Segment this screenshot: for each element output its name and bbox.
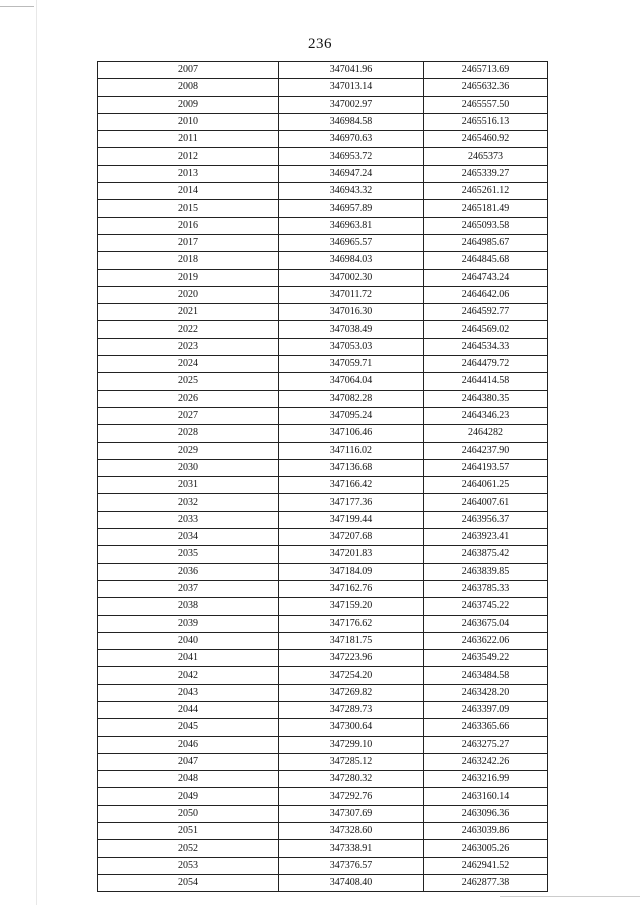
y-coordinate-cell: 2464642.06	[424, 286, 548, 303]
x-coordinate-cell: 346984.58	[279, 113, 424, 130]
point-id-cell: 2008	[98, 79, 279, 96]
table-row	[98, 546, 548, 563]
table-row	[98, 511, 548, 528]
y-coordinate-cell: 2465632.36	[424, 79, 548, 96]
y-coordinate-cell: 2463745.22	[424, 598, 548, 615]
y-coordinate-cell: 2465093.58	[424, 217, 548, 234]
y-coordinate-cell: 2463397.09	[424, 701, 548, 718]
x-coordinate-cell: 347176.62	[279, 615, 424, 632]
point-id-cell: 2014	[98, 183, 279, 200]
y-coordinate-cell: 2463549.22	[424, 650, 548, 667]
y-coordinate-cell: 2465373	[424, 148, 548, 165]
point-id-cell: 2047	[98, 753, 279, 770]
table-row	[98, 805, 548, 822]
x-coordinate-cell: 346963.81	[279, 217, 424, 234]
y-coordinate-cell: 2462877.38	[424, 874, 548, 891]
y-coordinate-cell: 2463484.58	[424, 667, 548, 684]
x-coordinate-cell: 347106.46	[279, 425, 424, 442]
point-id-cell: 2025	[98, 373, 279, 390]
point-id-cell: 2040	[98, 632, 279, 649]
table-row	[98, 321, 548, 338]
x-coordinate-cell: 347280.32	[279, 771, 424, 788]
table-row	[98, 684, 548, 701]
point-id-cell: 2007	[98, 62, 279, 79]
point-id-cell: 2030	[98, 459, 279, 476]
y-coordinate-cell: 2464414.58	[424, 373, 548, 390]
point-id-cell: 2054	[98, 874, 279, 891]
table-row	[98, 753, 548, 770]
x-coordinate-cell: 347307.69	[279, 805, 424, 822]
table-row	[98, 840, 548, 857]
point-id-cell: 2017	[98, 234, 279, 251]
y-coordinate-cell: 2464845.68	[424, 252, 548, 269]
table-row	[98, 217, 548, 234]
y-coordinate-cell: 2463875.42	[424, 546, 548, 563]
table-row	[98, 286, 548, 303]
point-id-cell: 2031	[98, 477, 279, 494]
point-id-cell: 2010	[98, 113, 279, 130]
table-row	[98, 148, 548, 165]
point-id-cell: 2016	[98, 217, 279, 234]
scan-margin	[0, 0, 37, 905]
x-coordinate-cell: 347199.44	[279, 511, 424, 528]
point-id-cell: 2044	[98, 701, 279, 718]
table-row	[98, 165, 548, 182]
table-row	[98, 338, 548, 355]
y-coordinate-cell: 2464743.24	[424, 269, 548, 286]
coordinate-table-body	[98, 62, 548, 892]
point-id-cell: 2026	[98, 390, 279, 407]
table-row	[98, 356, 548, 373]
table-row	[98, 736, 548, 753]
page-number: 236	[308, 36, 332, 52]
point-id-cell: 2012	[98, 148, 279, 165]
point-id-cell: 2027	[98, 407, 279, 424]
y-coordinate-cell: 2463923.41	[424, 529, 548, 546]
x-coordinate-cell: 347328.60	[279, 823, 424, 840]
table-row	[98, 200, 548, 217]
scan-artifact-line	[0, 6, 34, 7]
y-coordinate-cell: 2463005.26	[424, 840, 548, 857]
y-coordinate-cell: 2463275.27	[424, 736, 548, 753]
table-row	[98, 252, 548, 269]
y-coordinate-cell: 2464592.77	[424, 304, 548, 321]
table-row	[98, 183, 548, 200]
point-id-cell: 2038	[98, 598, 279, 615]
x-coordinate-cell: 347181.75	[279, 632, 424, 649]
y-coordinate-cell: 2463839.85	[424, 563, 548, 580]
x-coordinate-cell: 347299.10	[279, 736, 424, 753]
point-id-cell: 2050	[98, 805, 279, 822]
table-row	[98, 234, 548, 251]
y-coordinate-cell: 2463428.20	[424, 684, 548, 701]
point-id-cell: 2042	[98, 667, 279, 684]
x-coordinate-cell: 346953.72	[279, 148, 424, 165]
y-coordinate-cell: 2464007.61	[424, 494, 548, 511]
x-coordinate-cell: 347285.12	[279, 753, 424, 770]
point-id-cell: 2013	[98, 165, 279, 182]
y-coordinate-cell: 2465516.13	[424, 113, 548, 130]
y-coordinate-cell: 2463365.66	[424, 719, 548, 736]
y-coordinate-cell: 2464346.23	[424, 407, 548, 424]
x-coordinate-cell: 347059.71	[279, 356, 424, 373]
table-row	[98, 598, 548, 615]
point-id-cell: 2033	[98, 511, 279, 528]
table-row	[98, 857, 548, 874]
point-id-cell: 2045	[98, 719, 279, 736]
x-coordinate-cell: 347041.96	[279, 62, 424, 79]
coordinate-table	[97, 61, 548, 892]
table-row	[98, 425, 548, 442]
point-id-cell: 2015	[98, 200, 279, 217]
point-id-cell: 2048	[98, 771, 279, 788]
point-id-cell: 2035	[98, 546, 279, 563]
y-coordinate-cell: 2464479.72	[424, 356, 548, 373]
point-id-cell: 2041	[98, 650, 279, 667]
table-row	[98, 615, 548, 632]
table-row	[98, 529, 548, 546]
table-row	[98, 563, 548, 580]
table-row	[98, 719, 548, 736]
x-coordinate-cell: 347223.96	[279, 650, 424, 667]
x-coordinate-cell: 347289.73	[279, 701, 424, 718]
point-id-cell: 2037	[98, 580, 279, 597]
x-coordinate-cell: 347002.97	[279, 96, 424, 113]
y-coordinate-cell: 2465261.12	[424, 183, 548, 200]
x-coordinate-cell: 347338.91	[279, 840, 424, 857]
y-coordinate-cell: 2464985.67	[424, 234, 548, 251]
x-coordinate-cell: 346957.89	[279, 200, 424, 217]
point-id-cell: 2018	[98, 252, 279, 269]
table-row	[98, 390, 548, 407]
table-row	[98, 459, 548, 476]
table-row	[98, 701, 548, 718]
point-id-cell: 2022	[98, 321, 279, 338]
y-coordinate-cell: 2464282	[424, 425, 548, 442]
y-coordinate-cell: 2464193.57	[424, 459, 548, 476]
table-row	[98, 96, 548, 113]
x-coordinate-cell: 347162.76	[279, 580, 424, 597]
x-coordinate-cell: 347292.76	[279, 788, 424, 805]
point-id-cell: 2049	[98, 788, 279, 805]
point-id-cell: 2034	[98, 529, 279, 546]
table-row	[98, 823, 548, 840]
y-coordinate-cell: 2463096.36	[424, 805, 548, 822]
x-coordinate-cell: 347254.20	[279, 667, 424, 684]
y-coordinate-cell: 2464534.33	[424, 338, 548, 355]
point-id-cell: 2009	[98, 96, 279, 113]
x-coordinate-cell: 347166.42	[279, 477, 424, 494]
x-coordinate-cell: 346984.03	[279, 252, 424, 269]
x-coordinate-cell: 347136.68	[279, 459, 424, 476]
point-id-cell: 2036	[98, 563, 279, 580]
y-coordinate-cell: 2463216.99	[424, 771, 548, 788]
y-coordinate-cell: 2463675.04	[424, 615, 548, 632]
table-row	[98, 632, 548, 649]
x-coordinate-cell: 347013.14	[279, 79, 424, 96]
table-row	[98, 373, 548, 390]
x-coordinate-cell: 347269.82	[279, 684, 424, 701]
y-coordinate-cell: 2463622.06	[424, 632, 548, 649]
point-id-cell: 2053	[98, 857, 279, 874]
y-coordinate-cell: 2462941.52	[424, 857, 548, 874]
table-row	[98, 113, 548, 130]
x-coordinate-cell: 347064.04	[279, 373, 424, 390]
x-coordinate-cell: 347002.30	[279, 269, 424, 286]
table-row	[98, 304, 548, 321]
x-coordinate-cell: 347053.03	[279, 338, 424, 355]
table-row	[98, 79, 548, 96]
x-coordinate-cell: 347116.02	[279, 442, 424, 459]
y-coordinate-cell: 2465460.92	[424, 131, 548, 148]
table-row	[98, 442, 548, 459]
y-coordinate-cell: 2463785.33	[424, 580, 548, 597]
table-row	[98, 650, 548, 667]
table-row	[98, 874, 548, 891]
table-row	[98, 788, 548, 805]
x-coordinate-cell: 347376.57	[279, 857, 424, 874]
table-row	[98, 494, 548, 511]
x-coordinate-cell: 347177.36	[279, 494, 424, 511]
table-row	[98, 131, 548, 148]
y-coordinate-cell: 2463956.37	[424, 511, 548, 528]
y-coordinate-cell: 2464237.90	[424, 442, 548, 459]
point-id-cell: 2039	[98, 615, 279, 632]
point-id-cell: 2043	[98, 684, 279, 701]
point-id-cell: 2029	[98, 442, 279, 459]
x-coordinate-cell: 347011.72	[279, 286, 424, 303]
table-row	[98, 477, 548, 494]
y-coordinate-cell: 2465713.69	[424, 62, 548, 79]
point-id-cell: 2011	[98, 131, 279, 148]
table-row	[98, 580, 548, 597]
point-id-cell: 2021	[98, 304, 279, 321]
x-coordinate-cell: 347038.49	[279, 321, 424, 338]
x-coordinate-cell: 347016.30	[279, 304, 424, 321]
x-coordinate-cell: 346965.57	[279, 234, 424, 251]
x-coordinate-cell: 346943.32	[279, 183, 424, 200]
table-row	[98, 407, 548, 424]
point-id-cell: 2052	[98, 840, 279, 857]
y-coordinate-cell: 2463160.14	[424, 788, 548, 805]
point-id-cell: 2019	[98, 269, 279, 286]
y-coordinate-cell: 2464061.25	[424, 477, 548, 494]
x-coordinate-cell: 347207.68	[279, 529, 424, 546]
x-coordinate-cell: 347184.09	[279, 563, 424, 580]
x-coordinate-cell: 347408.40	[279, 874, 424, 891]
y-coordinate-cell: 2464380.35	[424, 390, 548, 407]
x-coordinate-cell: 347201.83	[279, 546, 424, 563]
y-coordinate-cell: 2463242.26	[424, 753, 548, 770]
y-coordinate-cell: 2465181.49	[424, 200, 548, 217]
y-coordinate-cell: 2464569.02	[424, 321, 548, 338]
point-id-cell: 2024	[98, 356, 279, 373]
point-id-cell: 2051	[98, 823, 279, 840]
point-id-cell: 2032	[98, 494, 279, 511]
scan-artifact-line	[500, 896, 640, 897]
x-coordinate-cell: 347082.28	[279, 390, 424, 407]
point-id-cell: 2020	[98, 286, 279, 303]
table-row	[98, 667, 548, 684]
x-coordinate-cell: 346947.24	[279, 165, 424, 182]
x-coordinate-cell: 346970.63	[279, 131, 424, 148]
table-row	[98, 771, 548, 788]
point-id-cell: 2023	[98, 338, 279, 355]
y-coordinate-cell: 2465339.27	[424, 165, 548, 182]
x-coordinate-cell: 347300.64	[279, 719, 424, 736]
x-coordinate-cell: 347095.24	[279, 407, 424, 424]
table-row	[98, 62, 548, 79]
y-coordinate-cell: 2465557.50	[424, 96, 548, 113]
y-coordinate-cell: 2463039.86	[424, 823, 548, 840]
point-id-cell: 2046	[98, 736, 279, 753]
table-row	[98, 269, 548, 286]
point-id-cell: 2028	[98, 425, 279, 442]
x-coordinate-cell: 347159.20	[279, 598, 424, 615]
